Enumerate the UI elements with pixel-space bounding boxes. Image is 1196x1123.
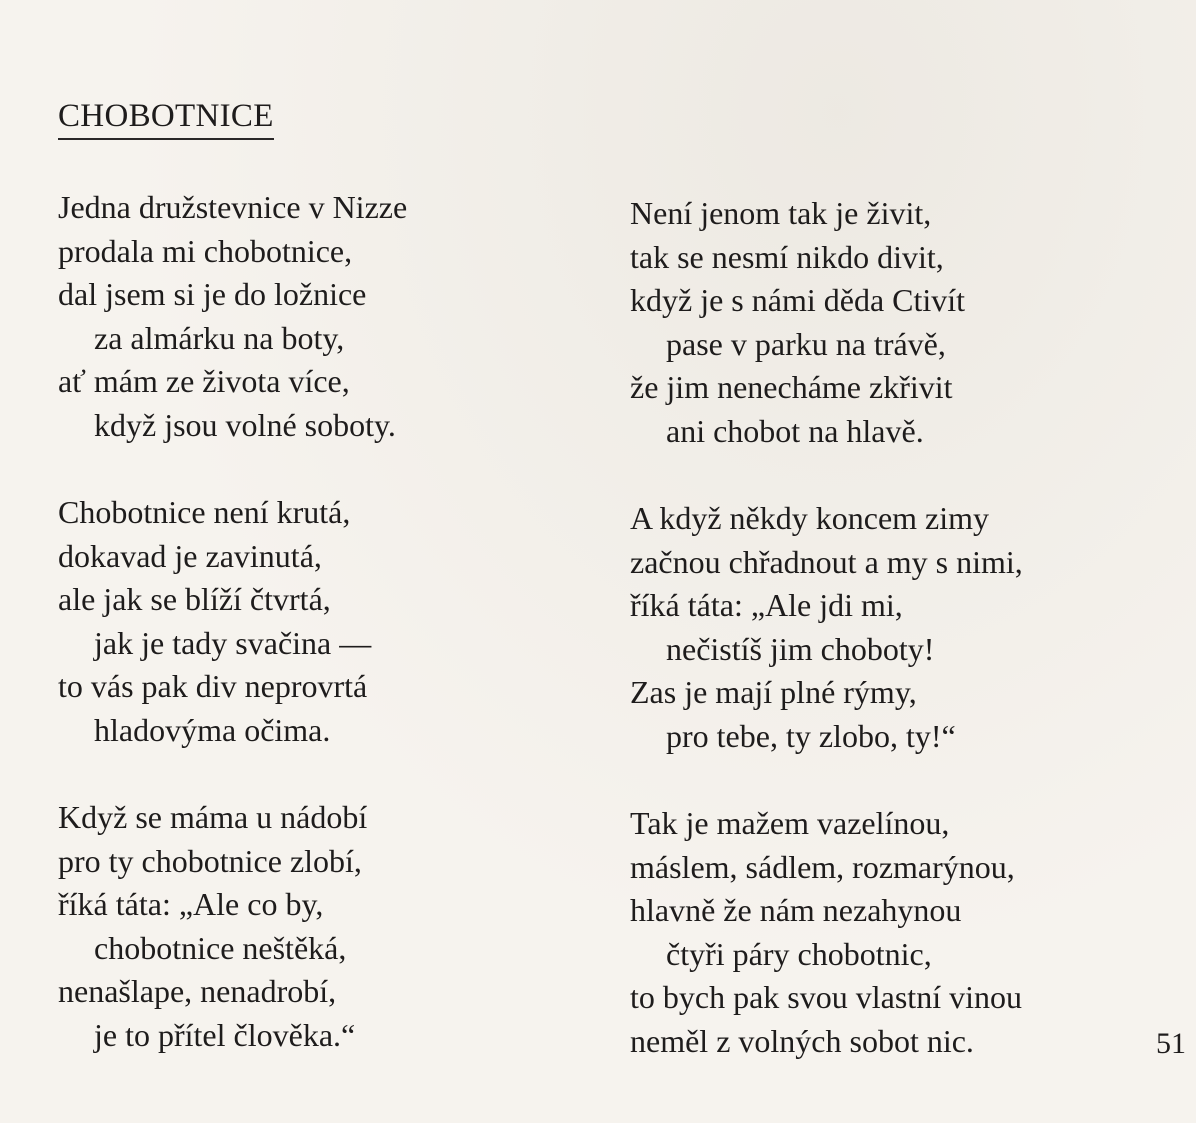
verse-line: Chobotnice není krutá, [58,494,351,530]
verse-line: to bych pak svou vlastní vinou [630,979,1022,1015]
verse-line: to vás pak div neprovrtá [58,668,368,704]
verse-line: máslem, sádlem, rozmarýnou, [630,848,1015,885]
stanza [630,497,1190,758]
stanza [630,192,1190,453]
verse-line: dal jsem si je do ložnice [58,276,367,312]
verse-line: chobotnice neštěká, [94,929,347,966]
verse-line: ani chobot na hlavě. [666,412,924,449]
stanza [58,186,618,447]
verse-line: nenašlape, nenadrobí, [58,973,337,1009]
stanza [58,491,618,752]
verse-line: prodala mi chobotnice, [58,232,353,269]
stanza [630,802,1190,1063]
verse-line: Zas je mají plné rýmy, [630,674,917,710]
verse-line: pro tebe, ty zlobo, ty!“ [666,717,956,754]
verse-line: říká táta: „Ale jdi mi, [630,587,903,623]
verse-line: je to přítel člověka.“ [94,1016,356,1053]
right-column [630,192,1190,1063]
verse-line: Není jenom tak je živit, [630,195,932,231]
verse-line: dokavad je zavinutá, [58,537,322,574]
verse-line: hlavně že nám nezahynou [630,892,962,928]
verse-line: hladovýma očima. [94,711,331,748]
poem-title: CHOBOTNICE [58,96,274,140]
verse-line: když je s námi děda Ctivít [630,282,966,318]
verse-line: že jim nenecháme zkřivit [630,369,953,405]
verse-line: říká táta: „Ale co by, [58,886,324,922]
verse-line: neměl z volných sobot nic. [630,1022,974,1059]
verse-line: jak je tady svačina — [94,624,372,661]
verse-line: tak se nesmí nikdo divit, [630,238,944,275]
stanza [58,796,618,1057]
verse-line: pro ty chobotnice zlobí, [58,842,362,879]
verse-line: nečistíš jim choboty! [666,630,935,667]
page-number: 51 [1156,1027,1186,1060]
verse-line: Jedna družstevnice v Nizze [58,189,408,225]
verse-line: čtyři páry chobotnic, [666,935,932,972]
verse-line: ale jak se blíží čtvrtá, [58,581,331,617]
verse-line: začnou chřadnout a my s nimi, [630,543,1023,580]
verse-line: pase v parku na trávě, [666,325,946,362]
verse-line: Tak je mažem vazelínou, [630,805,950,841]
left-column [58,186,618,1057]
verse-line: Když se máma u nádobí [58,799,368,835]
verse-line: za almárku na boty, [94,319,345,356]
verse-line: ať mám ze života více, [58,363,350,399]
verse-line: když jsou volné soboty. [94,406,396,443]
verse-line: A když někdy koncem zimy [630,500,990,536]
